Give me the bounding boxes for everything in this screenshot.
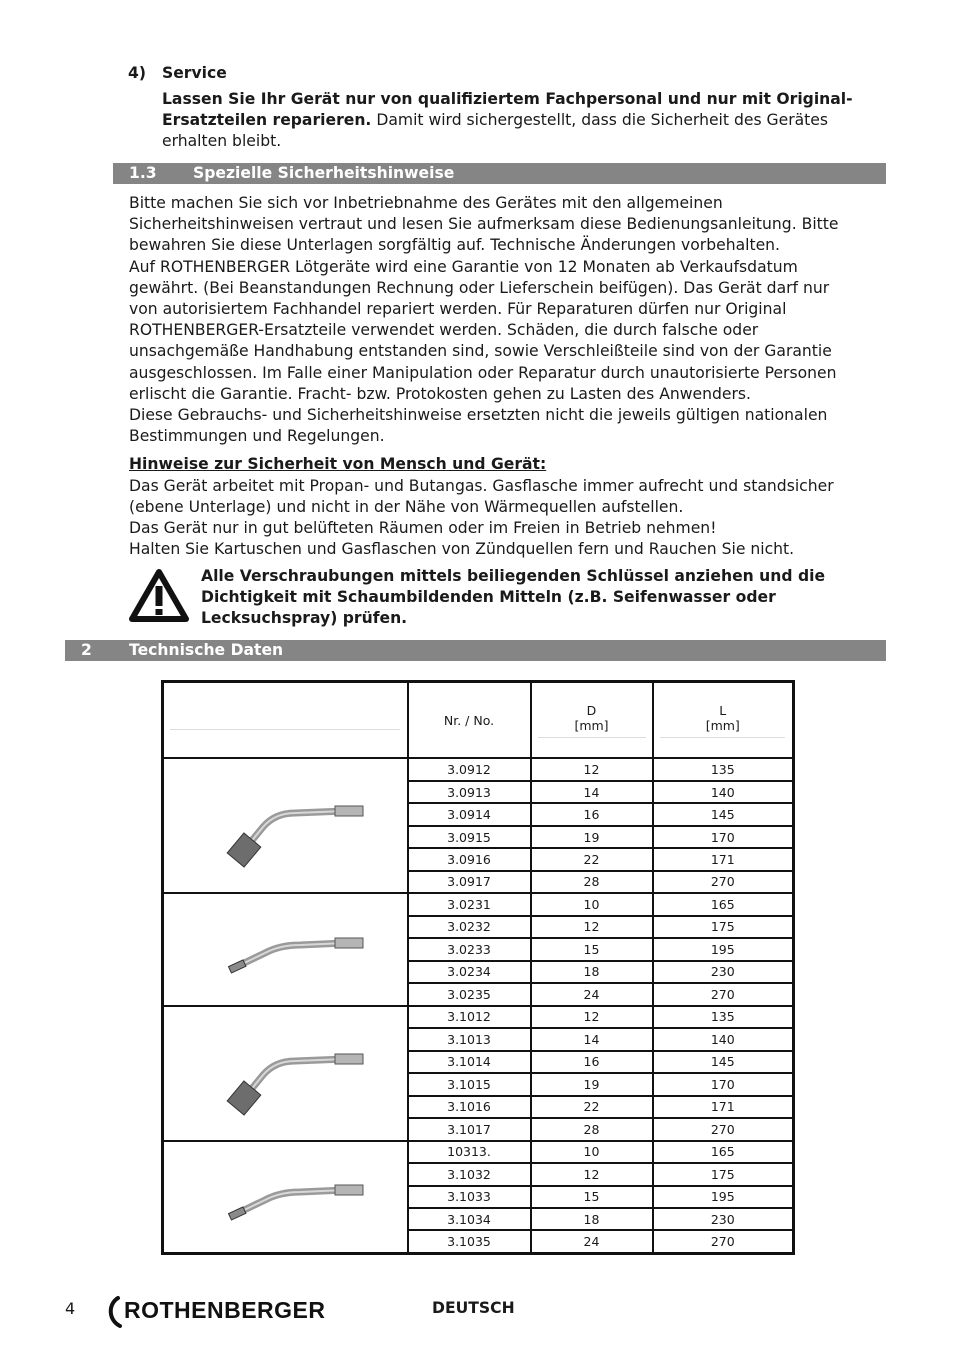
diameter-cell: 19 (531, 826, 653, 848)
diameter-cell: 28 (531, 1118, 653, 1140)
length-cell: 165 (653, 893, 794, 915)
diameter-cell: 28 (531, 871, 653, 893)
article-number-cell: 3.0914 (408, 803, 531, 825)
torch-image-cell (163, 1006, 408, 1141)
hint-line-1: Das Gerät arbeitet mit Propan- und Butangas. Gasflasche immer aufrecht und standsicher (ebene Unterlage) und nicht in der Nähe von Wärmequellen aufstellen. (129, 476, 834, 516)
article-number-cell: 10313. (408, 1141, 531, 1163)
length-cell: 270 (653, 983, 794, 1005)
length-cell: 171 (653, 848, 794, 870)
warning-text: Alle Verschraubungen mittels beiliegenden Schlüssel anziehen und die Dichtigkeit mit Schaumbildenden Mitteln (z.B. Seifenwasser oder Lecksuchspray) prüfen. (201, 567, 826, 628)
diameter-cell: 18 (531, 1208, 653, 1230)
page-number: 4 (65, 1299, 76, 1318)
length-cell: 230 (653, 961, 794, 983)
article-number-cell: 3.0231 (408, 893, 531, 915)
burner-nozzle-icon (185, 1150, 385, 1240)
article-number-cell: 3.0913 (408, 781, 531, 803)
table-header-row (163, 682, 794, 759)
section-2-number: 2 (81, 641, 92, 659)
article-number-cell: 3.0917 (408, 871, 531, 893)
paragraph-guarantee: Auf ROTHENBERGER Lötgeräte wird eine Garantie von 12 Monaten ab Verkaufsdatum gewährt. (Bei Beanstandungen Rechnung oder Lieferschein beifügen). Das Gerät darf nur von autorisiertem Fachhandel repariert werden. Für Reparaturen dürfen nur Original ROTHENBERGER-Ersatzteile verwendet werden. Schäden, die durch falsche oder unsachgemäße Handhabung entstanden sind, sowie Verschleißteile sind von der Garantie ausgeschlossen. Im Falle einer Manipulation oder Reparatur durch unautorisierte Personen erlischt die Garantie. Fracht- bzw. Protokosten gehen zu Lasten des Anwenders. (129, 257, 837, 403)
paragraph-regulations: Diese Gebrauchs- und Sicherheitshinweise ersetzten nicht die jeweils gültigen nationalen Bestimmungen und Regelungen. (129, 406, 828, 446)
article-number-cell: 3.1015 (408, 1073, 531, 1095)
length-cell: 195 (653, 938, 794, 960)
technical-data-table (161, 680, 795, 1255)
length-cell: 170 (653, 1073, 794, 1095)
length-cell: 175 (653, 916, 794, 938)
length-cell: 145 (653, 1051, 794, 1073)
table-header-l: L [mm] (653, 682, 794, 759)
diameter-cell: 24 (531, 983, 653, 1005)
article-number-cell: 3.1034 (408, 1208, 531, 1230)
diameter-cell: 14 (531, 781, 653, 803)
diameter-cell: 22 (531, 1096, 653, 1118)
diameter-cell: 14 (531, 1028, 653, 1050)
diameter-cell: 19 (531, 1073, 653, 1095)
article-number-cell: 3.0234 (408, 961, 531, 983)
length-cell: 135 (653, 1006, 794, 1028)
service-number: 4) (128, 64, 146, 82)
article-number-cell: 3.0233 (408, 938, 531, 960)
service-normal-text: Damit wird sichergestellt, dass die Sicherheit des Gerätes erhalten bleibt. (162, 111, 829, 151)
section-1-3-body (129, 193, 859, 560)
section-2-title: Technische Daten (129, 641, 284, 659)
section-2-header (65, 640, 886, 661)
article-number-cell: 3.1012 (408, 1006, 531, 1028)
service-text (162, 89, 887, 153)
table-row (163, 1006, 794, 1028)
article-number-cell: 3.0912 (408, 758, 531, 780)
length-cell: 270 (653, 1230, 794, 1253)
length-cell: 195 (653, 1186, 794, 1208)
length-cell: 140 (653, 781, 794, 803)
hint-line-2: Das Gerät nur in gut belüfteten Räumen oder im Freien in Betrieb nehmen! (129, 519, 717, 538)
article-number-cell: 3.0916 (408, 848, 531, 870)
length-cell: 170 (653, 826, 794, 848)
diameter-cell: 15 (531, 1186, 653, 1208)
diameter-cell: 22 (531, 848, 653, 870)
length-cell: 171 (653, 1096, 794, 1118)
article-number-cell: 3.0232 (408, 916, 531, 938)
diameter-cell: 10 (531, 1141, 653, 1163)
diameter-cell: 12 (531, 1163, 653, 1185)
torch-image-cell (163, 758, 408, 893)
length-cell: 135 (653, 758, 794, 780)
diameter-cell: 24 (531, 1230, 653, 1253)
article-number-cell: 3.1017 (408, 1118, 531, 1140)
article-number-cell: 3.1013 (408, 1028, 531, 1050)
table-row (163, 758, 794, 780)
diameter-cell: 12 (531, 758, 653, 780)
hint-title: Hinweise zur Sicherheit von Mensch und Gerät: (129, 455, 547, 474)
service-title: Service (162, 64, 227, 82)
length-cell: 175 (653, 1163, 794, 1185)
burner-nozzle-icon (185, 779, 385, 869)
article-number-cell: 3.1014 (408, 1051, 531, 1073)
article-number-cell: 3.0915 (408, 826, 531, 848)
diameter-cell: 16 (531, 803, 653, 825)
language-label: DEUTSCH (432, 1299, 515, 1317)
warning-triangle-icon (128, 568, 190, 628)
length-cell: 140 (653, 1028, 794, 1050)
paragraph-intro: Bitte machen Sie sich vor Inbetriebnahme des Gerätes mit den allgemeinen Sicherheitshinweisen vertraut und lesen Sie aufmerksam diese Bedienungsanleitung. Bitte bewahren Sie diese Unterlagen sorgfältig auf. Technische Änderungen vorbehalten. (129, 194, 839, 255)
article-number-cell: 3.0235 (408, 983, 531, 1005)
torch-image-cell (163, 893, 408, 1005)
table-header-d: D [mm] (531, 682, 653, 759)
diameter-cell: 12 (531, 916, 653, 938)
burner-nozzle-icon (185, 1027, 385, 1117)
length-cell: 145 (653, 803, 794, 825)
diameter-cell: 12 (531, 1006, 653, 1028)
table-row (163, 893, 794, 915)
section-1-3-number: 1.3 (129, 164, 157, 182)
diameter-cell: 15 (531, 938, 653, 960)
article-number-cell: 3.1032 (408, 1163, 531, 1185)
article-number-cell: 3.1016 (408, 1096, 531, 1118)
torch-image-cell (163, 1141, 408, 1254)
article-number-cell: 3.1033 (408, 1186, 531, 1208)
hint-line-3: Halten Sie Kartuschen und Gasflaschen von Zündquellen fern und Rauchen Sie nicht. (129, 540, 795, 559)
table-header-nr: Nr. / No. (408, 682, 531, 759)
table-header-image (163, 682, 408, 759)
service-bold-text: Lassen Sie Ihr Gerät nur von qualifiziertem Fachpersonal und nur mit Original-Ersatzteilen reparieren. (162, 90, 853, 130)
svg-text:ROTHENBERGER: ROTHENBERGER (124, 1297, 326, 1323)
length-cell: 230 (653, 1208, 794, 1230)
section-1-3-title: Spezielle Sicherheitshinweise (193, 164, 455, 182)
length-cell: 165 (653, 1141, 794, 1163)
burner-nozzle-icon (185, 903, 385, 993)
length-cell: 270 (653, 871, 794, 893)
diameter-cell: 18 (531, 961, 653, 983)
table-row (163, 1141, 794, 1163)
article-number-cell: 3.1035 (408, 1230, 531, 1253)
length-cell: 270 (653, 1118, 794, 1140)
section-1-3-header (113, 163, 886, 184)
diameter-cell: 10 (531, 893, 653, 915)
diameter-cell: 16 (531, 1051, 653, 1073)
rothenberger-logo (106, 1294, 346, 1334)
